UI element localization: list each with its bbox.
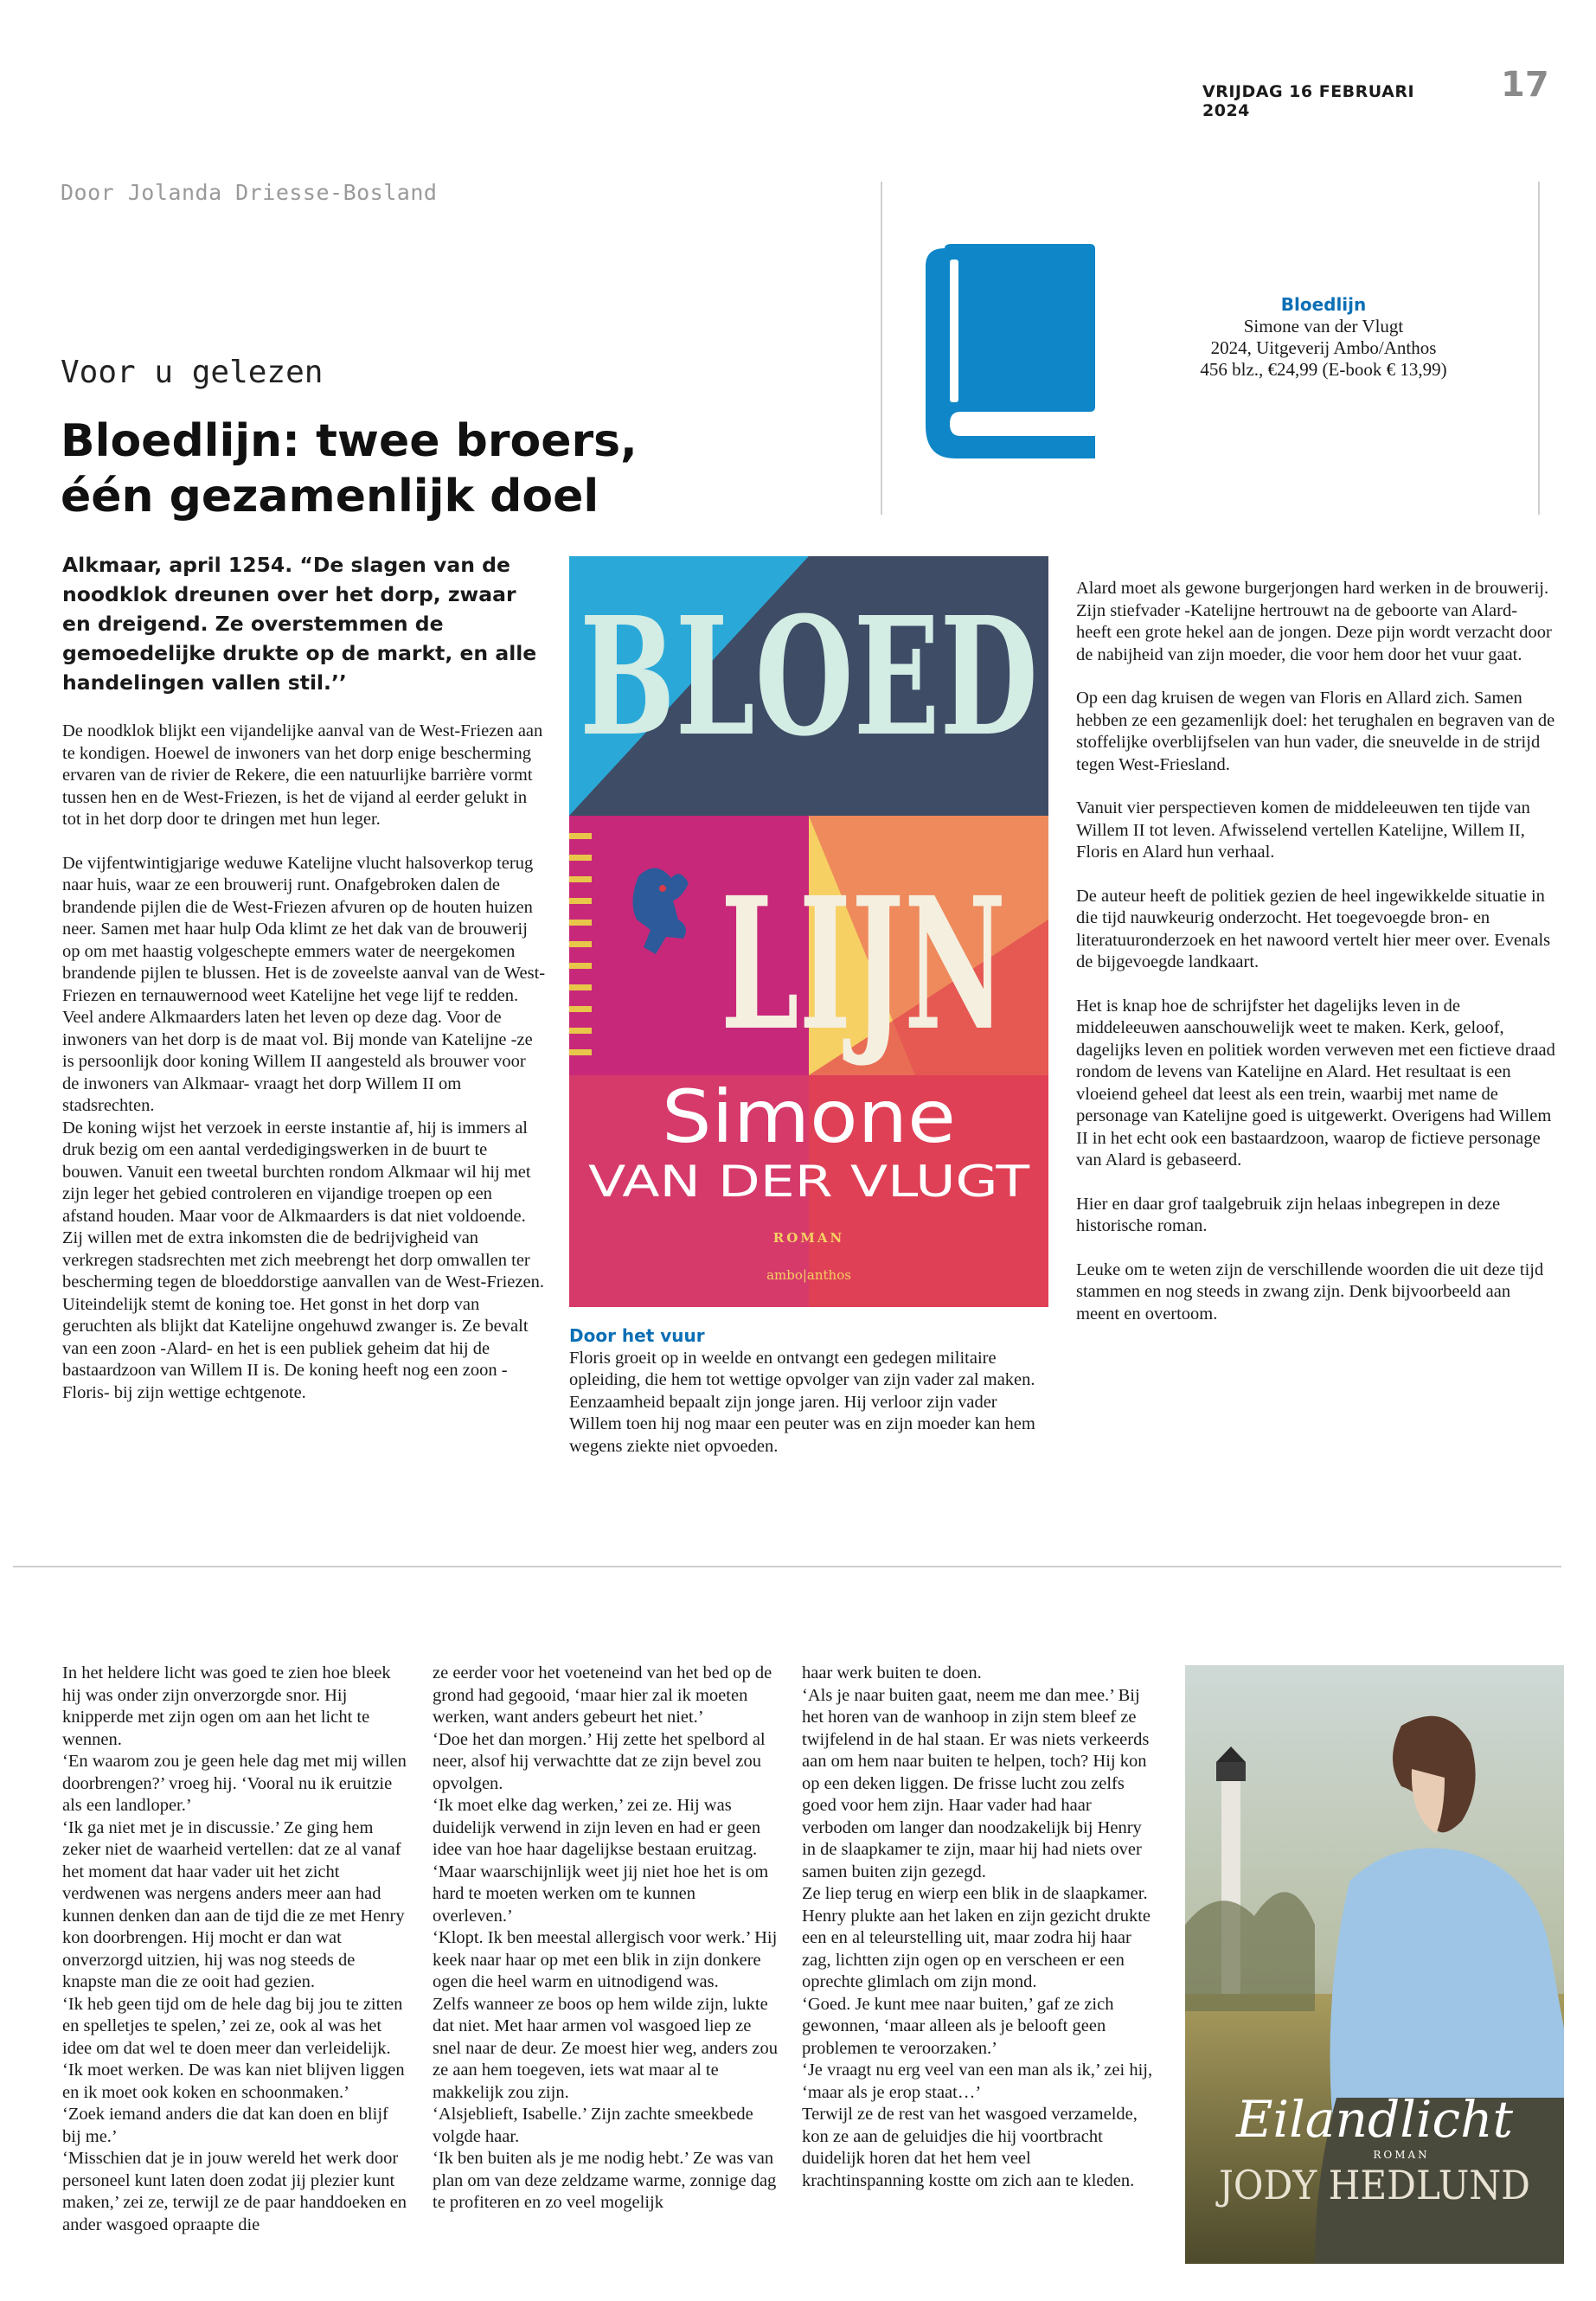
cover-author-hedlund: JODY HEDLUND xyxy=(1215,2162,1530,2208)
paragraph: Vanuit vier perspectieven komen de middeleeuwen ten tijde van Willem II tot leven. Afwisselend vertellen Katelijne, Willem II, Floris en Alard hun verhaal. xyxy=(1076,798,1530,862)
byline: Door Jolanda Driesse-Bosland xyxy=(61,180,438,205)
page-number: 17 xyxy=(1501,65,1549,105)
headline xyxy=(61,413,666,524)
cover-publisher: ambo|anthos xyxy=(766,1267,851,1283)
paragraph: Het is knap hoe de schrijfster het dagelijks leven in de middeleeuwen aanschouwelijk weet te maken. Kerk, geloof, dagelijks leven en politiek worden verweven met een fictieve draad rondom de levens van Katelijne en Alard. Het resultaat is een vloeiend geheel dat leest als een trein, waarbij met name de personage van Katelijne goed is uitgewerkt. Overigens had Willem II in het echt ook een bastaardzoon, waarop de fictieve personage van Alard is gebaseerd. xyxy=(1076,996,1555,1170)
excerpt-column-1: In het heldere licht was goed te zien hoe bleek hij was onder zijn onverzorgde snor. Hij knipperde met zijn ogen om aan het licht te wennen. ‘En waarom zou je geen hele dag met mij willen doorbrengen?’ vroeg hij. ‘Vooral nu ik eruitzie als een landloper.’ ‘Ik ga niet met je in discussie.’ Ze ging hem zeker niet de waarheid vertellen: dat ze al vanaf het moment dat haar vader uit het zicht verdwenen was nergens anders meer aan had kunnen denken dan aan de tijd die ze met Henry kon doorbrengen. Hij mocht er dan wat onverzorgd uitzien, hij was nog steeds de knapste man die ze ooit had gezien. ‘Ik heb geen tijd om de hele dag bij jou te zitten en spelletjes te spelen,’ zei ze, ook al was het idee om dat wel te doen meer dan verleidelijk. ‘Ik moet werken. De was kan niet blijven liggen en ik moet ook koken en schoonmaken.’ ‘Zoek iemand anders die dat kan doen en blijf bij me.’ ‘Misschien dat je in jouw wereld het werk door personeel kunt laten doen zodat jij plezier kunt maken,’ zei ze, terwijl ze de paar handdoeken en ander wasgoed opraapte die xyxy=(62,1663,407,2234)
cover-title-lijn: LIJN xyxy=(721,857,1006,1071)
book-icon xyxy=(926,244,1099,458)
lead-paragraph: Alkmaar, april 1254. “De slagen van de noodklok dreunen over het dorp, zwaar en dreigend. Ze overstemmen de gemoedelijke drukte op de markt, en alle handelingen vallen stil.’’ xyxy=(62,553,537,695)
cover-author-last: VAN DER VLUGT xyxy=(588,1157,1030,1207)
book-info-price: 456 blz., €24,99 (E-book € 13,99) xyxy=(1200,359,1447,380)
excerpt-column-3: haar werk buiten te doen. ‘Als je naar buiten gaat, neem me dan mee.’ Bij het horen van de wanhoop in zijn stem bleef ze twijfelend in de hal staan. Er was niets verkeerds aan om hem naar buiten te helpen, toch? Hij kon op een deken liggen. De frisse lucht zou zelfs goed voor hem zijn. Haar vader had haar verboden om langer dan noodzakelijk bij Henry in de slaapkamer te zijn, maar hij had niets over samen buiten zijn gezegd. Ze liep terug en wierp een blik in de slaapkamer. Henry plukte aan het laken en zijn gezicht drukte een en al teleurstelling uit, maar zodra hij haar zag, lichtten zijn ogen op en verscheen er een oprechte glimlach om zijn mond. ‘Goed. Je kunt mee naar buiten,’ gaf ze zich gewonnen, ‘maar alleen als je belooft geen problemen te veroorzaken.’ ‘Je vraagt nu erg veel van een man als ik,’ zei hij, ‘maar als je erop staat…’ Terwijl ze de rest van het wasgoed verzamelde, kon ze aan de geluidjes die hij voortbracht duidelijk horen dat het hem veel krachtinspanning kostte om zich aan te kleden. xyxy=(802,1663,1153,2190)
cover-title-bloed: BLOED xyxy=(580,581,1038,772)
cover-author-first: Simone xyxy=(662,1074,956,1159)
header-date: VRIJDAG 16 FEBRUARI 2024 xyxy=(1202,82,1415,120)
paragraph: Op een dag kruisen de wegen van Floris en Allard zich. Samen hebben ze een gezamenlijk doel: het terughalen en begraven van de stoffelijke overblijfselen van hun vader, die sneuvelde in de strijd tegen West-Friesland. xyxy=(1076,689,1555,774)
headline-line-1: Bloedlijn: twee broers, xyxy=(61,415,638,467)
article-column-3 xyxy=(1076,578,1556,1347)
subhead: Door het vuur xyxy=(569,1325,705,1346)
book-info-publisher: 2024, Uitgeverij Ambo/Anthos xyxy=(1210,337,1437,358)
paragraph: Leuke om te weten zijn de verschillende woorden die uit deze tijd stammen en nog steeds in zwang zijn. Denk bijvoorbeeld aan meent en overtoom. xyxy=(1076,1259,1544,1324)
divider-vertical xyxy=(881,182,882,515)
article-column-1 xyxy=(62,721,547,1404)
paragraph: Floris groeit op in weelde en ontvangt een gedegen militaire opleiding, die hem tot wettige opvolger van zijn vader zal maken. Eenzaamheid bepaalt zijn jonge jaren. Hij verloor zijn vader Willem toen hij nog maar een peuter was en zijn moeder kan hem wegens ziekte niet opvoeden. xyxy=(569,1348,1035,1456)
cover-genre-roman: ROMAN xyxy=(1373,2149,1430,2161)
divider-horizontal xyxy=(13,1566,1561,1567)
paragraph: De noodklok blijkt een vijandelijke aanval van de West-Friezen aan te kondigen. Hoewel de inwoners van het dorp enige bescherming ervaren van de rivier de Rekere, die een natuurlijke barrière vormt tussen hen en de West-Friezen, is het de vijand al eerder gelukt in tot in het dorp door te dringen met hun leger. xyxy=(62,721,543,829)
paragraph: Hier en daar grof taalgebruik zijn helaas inbegrepen in deze historische roman. xyxy=(1076,1194,1501,1235)
kicker: Voor u gelezen xyxy=(61,355,324,390)
divider-vertical-right xyxy=(1538,182,1540,515)
book-cover-bloedlijn xyxy=(569,556,1048,1307)
book-info xyxy=(1151,294,1497,381)
book-info-author: Simone van der Vlugt xyxy=(1243,316,1404,336)
headline-line-2: één gezamenlijk doel xyxy=(61,471,599,522)
book-info-title: Bloedlijn xyxy=(1280,294,1367,315)
article-column-2 xyxy=(569,1325,1054,1458)
excerpt-column-2: ze eerder voor het voeteneind van het bed op de grond had gegooid, ‘maar hier zal ik moeten werken, want anders gebeurt het niet.’ ‘Doe het dan morgen.’ Hij zette het spelbord al neer, alsof hij verwachtte dat ze zijn bevel zou opvolgen. ‘Ik moet elke dag werken,’ zei ze. Hij was duidelijk verwend in zijn leven en had er geen idee van hoe haar dagelijkse bestaan eruitzag. ‘Maar waarschijnlijk weet jij niet hoe het is om hard te moeten werken om te kunnen overleven.’ ‘Klopt. Ik ben meestal allergisch voor werk.’ Hij keek naar haar op met een blik in zijn donkere ogen die heel warm en uitnodigend was. Zelfs wanneer ze boos op hem wilde zijn, lukte dat niet. Met haar armen vol wasgoed liep ze snel naar de deur. Ze moest hier weg, anders zou ze aan hem toegeven, iets wat maar al te makkelijk zou zijn. ‘Alsjeblieft, Isabelle.’ Zijn zachte smeekbede volgde haar. ‘Ik ben buiten als je me nodig hebt.’ Ze was van plan om van deze zeldzame warme, zonnige dag te profiteren en zo veel mogelijk xyxy=(433,1663,779,2212)
cover-title-eilandlicht: Eilandlicht xyxy=(1234,2090,1514,2149)
book-cover-eilandlicht xyxy=(1185,1665,1564,2264)
paragraph: De koning wijst het verzoek in eerste instantie af, hij is immers al druk bezig om een aantal verdedigingswerken in de buurt te bouwen. Vanuit een tweetal burchten rondom Alkmaar wil hij met zijn leger het gebied controleren en vijandige troepen op een afstand houden. Maar voor de Alkmaarders is dat niet voldoende. Zij willen met de extra inkomsten die de bedrijvigheid van verkregen stadsrechten met zich meebrengt het dorp omwallen ter bescherming tegen de bloeddorstige aanvallen van de West-Friezen. Uiteindelijk stemt de koning toe. Het gonst in het dorp van geruchten als blijkt dat Katelijne ongehuwd zwanger is. Ze bevalt van een zoon -Alard- en het is een publiek geheim dat hij de bastaardzoon van Willem II is. De koning heeft nog een zoon -Floris- bij zijn wettige echtgenote. xyxy=(62,1118,544,1402)
paragraph: De auteur heeft de politiek gezien de heel ingewikkelde situatie in die tijd nauwkeurig onderzocht. Het toegevoegde bron- en literatuuronderzoek en het nawoord vertelt hier meer over. Evenals de bijgevoegde landkaart. xyxy=(1076,886,1551,971)
cover-genre: ROMAN xyxy=(772,1230,845,1246)
paragraph: De vijfentwintigjarige weduwe Katelijne vlucht halsoverkop terug naar huis, waar ze een brouwerij runt. Onafgebroken dalen de brandende pijlen die de West-Friezen afvuren op de houten huizen neer. Samen met haar hulp Oda klimt ze het dak van de brouwerij op om met haastig volgeschepte emmers water de neergekomen brandende pijlen te blussen. Het is de zoveelste aanval van de West-Friezen en ternauwernood weet Katelijne het vege lijf te redden. Veel andere Alkmaarders laten het leven op deze dag. Voor de inwoners van het dorp is de maat vol. Bij monde van Katelijne -ze is persoonlijk door koning Willem II aangesteld als brouwer voor de inwoners van Alkmaar- vraagt het dorp Willem II om stadsrechten. xyxy=(62,853,546,1115)
paragraph: Alard moet als gewone burgerjongen hard werken in de brouwerij. Zijn stiefvader -Katelijne hertrouwt na de geboorte van Alard- heeft een grote hekel aan de jongen. Deze pijn wordt verzacht door de nabijheid van zijn moeder, die voor hem door het vuur gaat. xyxy=(1076,579,1552,664)
